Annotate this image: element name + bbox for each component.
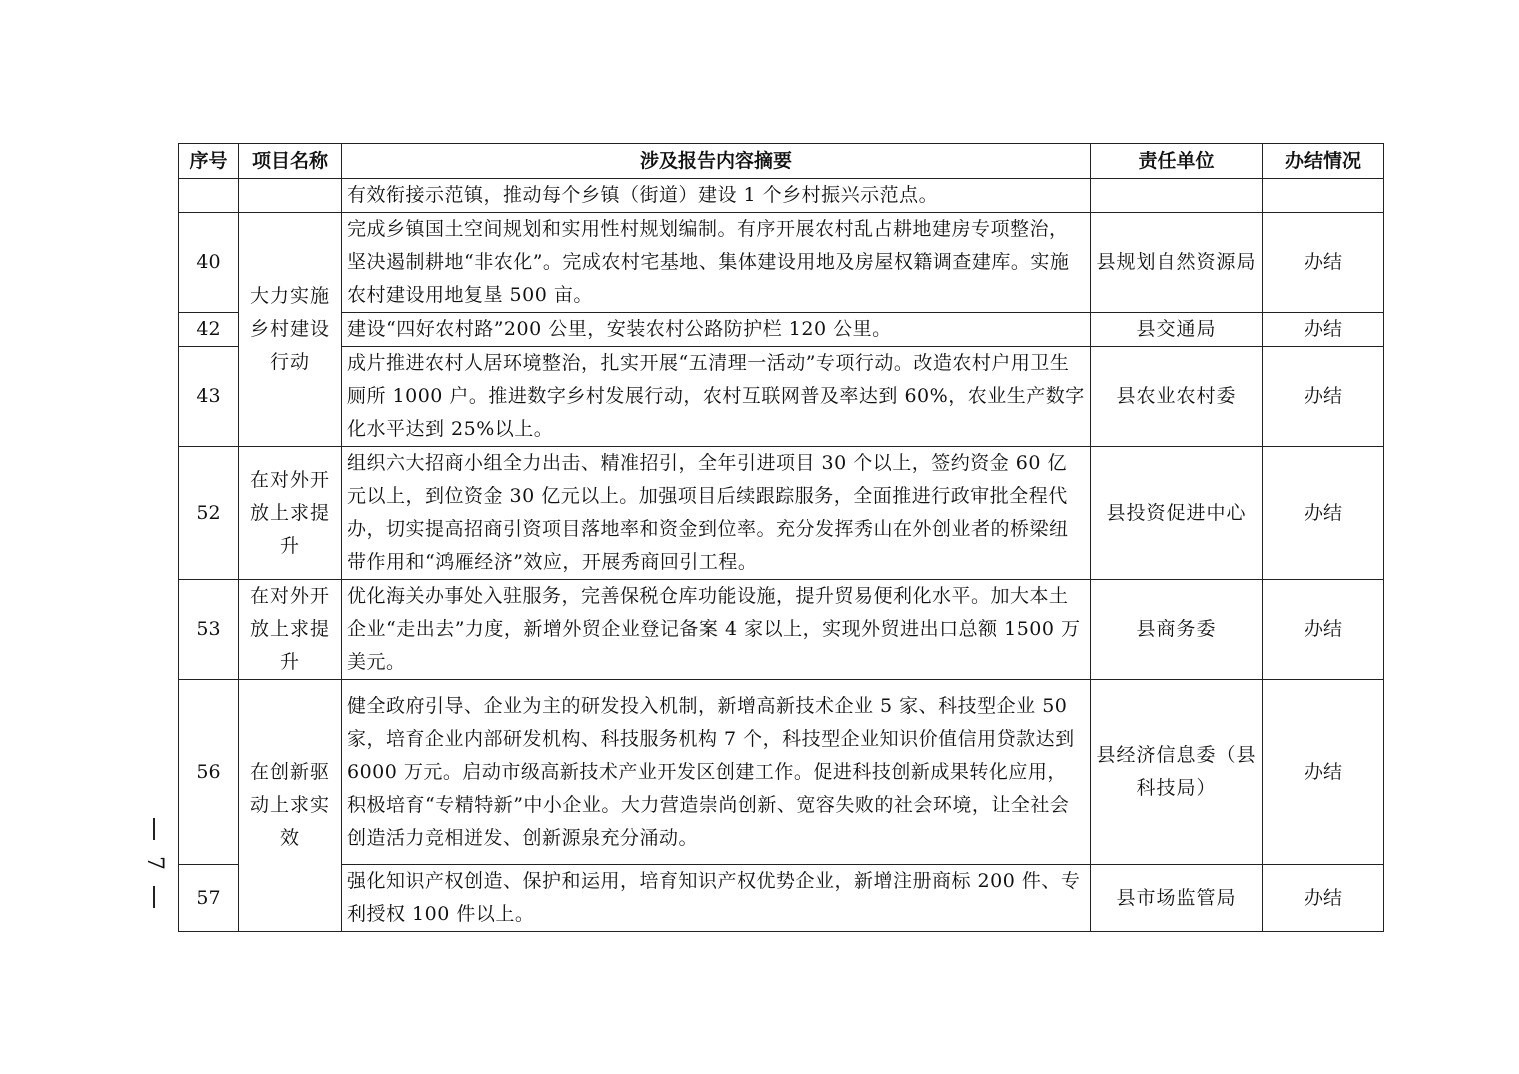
summary-cell: 成片推进农村人居环境整治，扎实开展“五清理一活动”专项行动。改造农村户用卫生厕所 1000 户。推进数字乡村发展行动，农村互联网普及率达到 60%，农业生产数字化水平达到 25%以上。 xyxy=(342,347,1091,447)
project-cell: 大力实施乡村建设行动 xyxy=(239,213,342,447)
unit-cell: 县市场监管局 xyxy=(1091,865,1263,932)
seq-cell: 57 xyxy=(179,865,239,932)
summary-cell: 强化知识产权创造、保护和运用，培育知识产权优势企业，新增注册商标 200 件、专利授权 100 件以上。 xyxy=(342,865,1091,932)
seq-cell: 52 xyxy=(179,447,239,580)
seq-cell: 42 xyxy=(179,313,239,347)
status-cell: 办结 xyxy=(1263,580,1384,680)
unit-cell xyxy=(1091,179,1263,213)
header-summary: 涉及报告内容摘要 xyxy=(342,144,1091,179)
unit-cell: 县交通局 xyxy=(1091,313,1263,347)
page-number-dash-bottom xyxy=(153,886,155,908)
table-row xyxy=(179,680,1384,865)
status-cell: 办结 xyxy=(1263,865,1384,932)
header-project: 项目名称 xyxy=(239,144,342,179)
seq-cell: 40 xyxy=(179,213,239,313)
status-cell: 办结 xyxy=(1263,680,1384,865)
seq-cell: 53 xyxy=(179,580,239,680)
status-cell xyxy=(1263,179,1384,213)
header-seq: 序号 xyxy=(179,144,239,179)
seq-cell: 56 xyxy=(179,680,239,865)
page-number xyxy=(139,818,169,908)
header-unit: 责任单位 xyxy=(1091,144,1263,179)
table-row xyxy=(179,865,1384,932)
table-row xyxy=(179,213,1384,313)
status-cell: 办结 xyxy=(1263,213,1384,313)
summary-cell: 建设“四好农村路”200 公里，安装农村公路防护栏 120 公里。 xyxy=(342,313,1091,347)
page-number-value: 7 xyxy=(142,856,167,870)
project-cell: 在对外开放上求提升 xyxy=(239,447,342,580)
status-cell: 办结 xyxy=(1263,447,1384,580)
table-row xyxy=(179,447,1384,580)
project-cell: 在对外开放上求提升 xyxy=(239,580,342,680)
project-cell xyxy=(239,179,342,213)
page-number-dash-top xyxy=(153,818,155,840)
table-header-row xyxy=(179,144,1384,179)
report-table xyxy=(178,143,1384,932)
unit-cell: 县经济信息委（县科技局） xyxy=(1091,680,1263,865)
summary-cell: 优化海关办事处入驻服务，完善保税仓库功能设施，提升贸易便利化水平。加大本土企业“走出去”力度，新增外贸企业登记备案 4 家以上，实现外贸进出口总额 1500 万美元。 xyxy=(342,580,1091,680)
seq-cell: 43 xyxy=(179,347,239,447)
summary-cell: 组织六大招商小组全力出击、精准招引，全年引进项目 30 个以上，签约资金 60 亿元以上，到位资金 30 亿元以上。加强项目后续跟踪服务，全面推进行政审批全程代办，切实提高招商引资项目落地率和资金到位率。充分发挥秀山在外创业者的桥梁纽带作用和“鸿雁经济”效应，开展秀商回引工程。 xyxy=(342,447,1091,580)
unit-cell: 县投资促进中心 xyxy=(1091,447,1263,580)
summary-cell: 有效衔接示范镇，推动每个乡镇（街道）建设 1 个乡村振兴示范点。 xyxy=(342,179,1091,213)
unit-cell: 县农业农村委 xyxy=(1091,347,1263,447)
table-row xyxy=(179,313,1384,347)
table-row xyxy=(179,580,1384,680)
status-cell: 办结 xyxy=(1263,313,1384,347)
unit-cell: 县规划自然资源局 xyxy=(1091,213,1263,313)
table-row xyxy=(179,179,1384,213)
project-cell: 在创新驱动上求实效 xyxy=(239,680,342,932)
summary-cell: 健全政府引导、企业为主的研发投入机制，新增高新技术企业 5 家、科技型企业 50 家，培育企业内部研发机构、科技服务机构 7 个，科技型企业知识价值信用贷款达到 6000 万元。启动市级高新技术产业开发区创建工作。促进科技创新成果转化应用，积极培育“专精特新”中小企业。大力营造崇尚创新、宽容失败的社会环境，让全社会创造活力竞相迸发、创新源泉充分涌动。 xyxy=(342,680,1091,865)
seq-cell xyxy=(179,179,239,213)
table-row xyxy=(179,347,1384,447)
unit-cell: 县商务委 xyxy=(1091,580,1263,680)
summary-cell: 完成乡镇国土空间规划和实用性村规划编制。有序开展农村乱占耕地建房专项整治，坚决遏制耕地“非农化”。完成农村宅基地、集体建设用地及房屋权籍调查建库。实施农村建设用地复垦 500 亩。 xyxy=(342,213,1091,313)
status-cell: 办结 xyxy=(1263,347,1384,447)
header-status: 办结情况 xyxy=(1263,144,1384,179)
